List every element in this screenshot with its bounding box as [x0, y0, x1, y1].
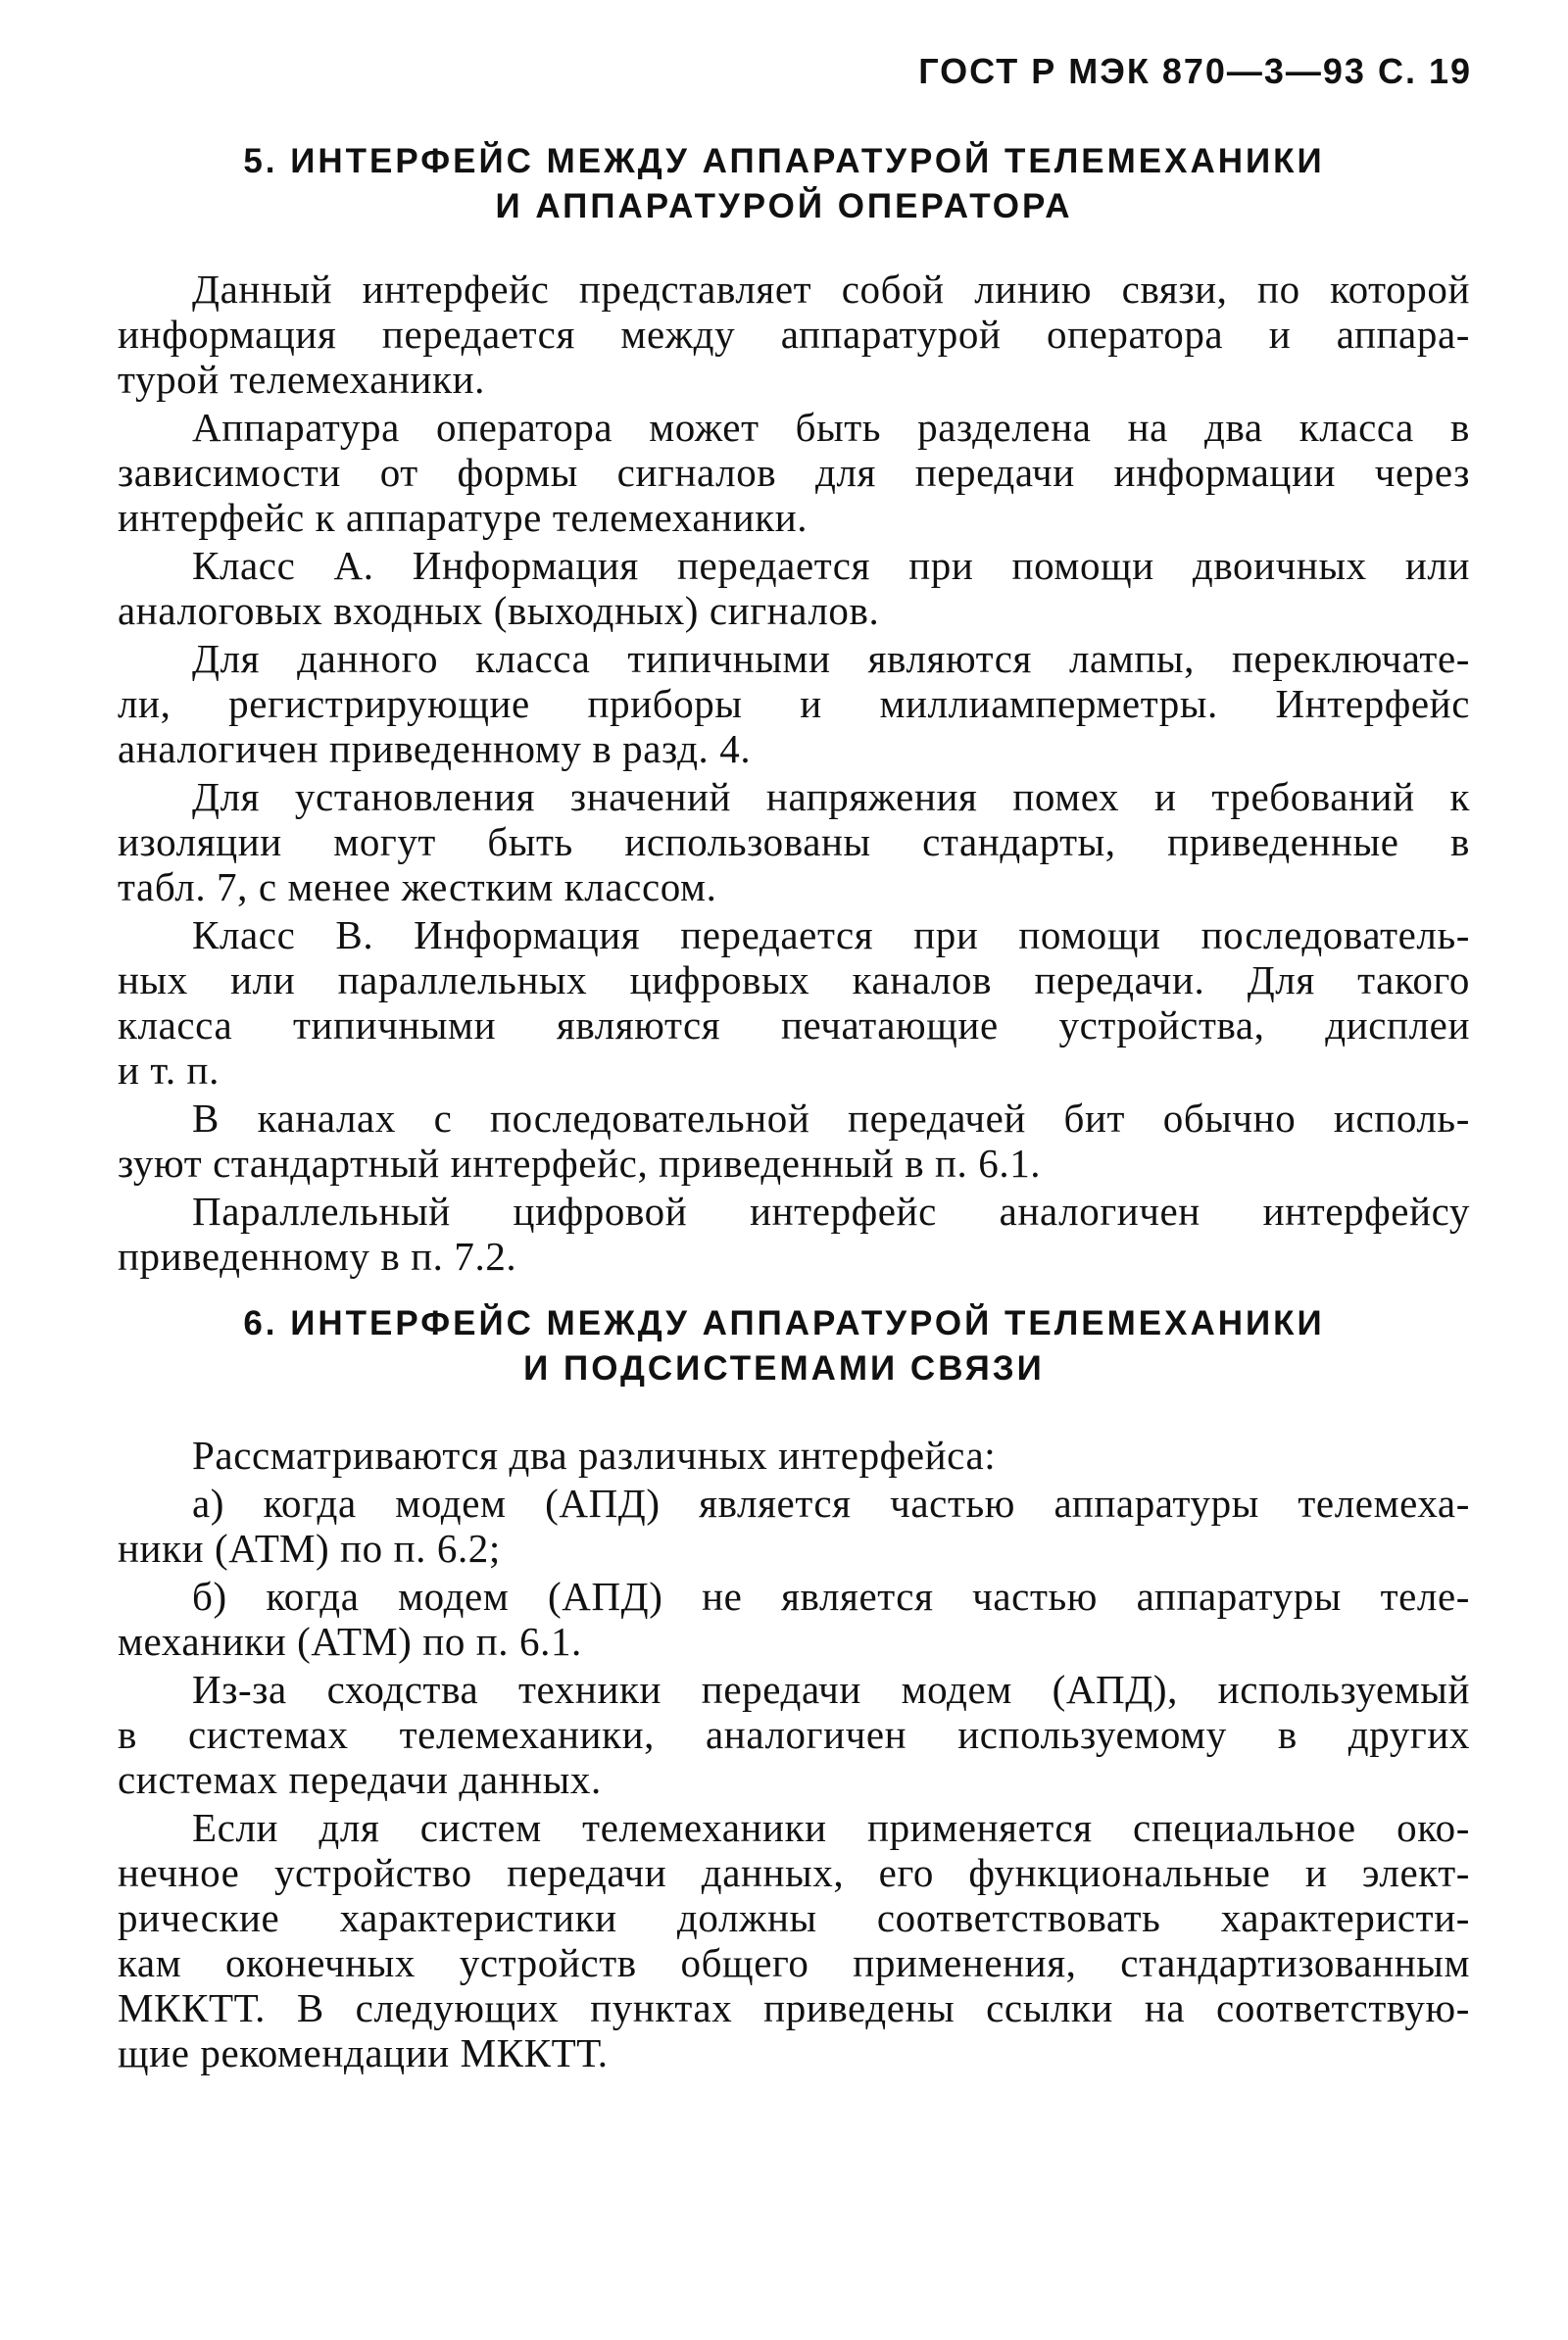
text-line: аналогичен приведенному в разд. 4. [118, 726, 752, 771]
paragraph [118, 1805, 1470, 2075]
text-line: Данный интерфейс представляет собой линию связи, по которой [192, 267, 1470, 312]
text-line: б) когда модем (АПД) не является частью аппаратуры теле- [192, 1574, 1470, 1619]
text-line: ники (АТМ) по п. 6.2; [118, 1526, 501, 1571]
text-line: приведенному в п. 7.2. [118, 1234, 517, 1279]
text-line: и т. п. [118, 1048, 220, 1093]
text-line: Класс А. Информация передается при помощи двоичных или [192, 543, 1470, 588]
text-line: Рассматриваются два различных интерфейса: [192, 1433, 997, 1478]
text-line: ных или параллельных цифровых каналов передачи. Для такого [118, 957, 1470, 1002]
paragraph [118, 636, 1470, 771]
paragraph [118, 1574, 1470, 1664]
paragraph [118, 1667, 1470, 1802]
paragraph [118, 405, 1470, 540]
text-line: аналоговых входных (выходных) сигналов. [118, 588, 880, 633]
text-line: в системах телемеханики, аналогичен используемому в других [118, 1712, 1470, 1757]
text-line: табл. 7, с менее жестким классом. [118, 864, 717, 909]
section-6-title-line: 6. ИНТЕРФЕЙС МЕЖДУ АППАРАТУРОЙ ТЕЛЕМЕХАНИКИ [243, 1304, 1325, 1342]
section-5-title-line: 5. ИНТЕРФЕЙС МЕЖДУ АППАРАТУРОЙ ТЕЛЕМЕХАНИКИ [243, 142, 1325, 180]
paragraph [118, 1481, 1470, 1571]
section-5-body [118, 267, 1470, 1282]
paragraph [118, 543, 1470, 633]
paragraph [118, 1096, 1470, 1186]
text-line: Из-за сходства техники передачи модем (АПД), используемый [192, 1667, 1470, 1712]
text-line: Если для систем телемеханики применяется специальное око- [192, 1805, 1470, 1850]
section-5-title [0, 139, 1568, 229]
text-line: системах передачи данных. [118, 1757, 602, 1802]
paragraph [118, 267, 1470, 402]
text-line: МККТТ. В следующих пунктах приведены ссылки на соответствую- [118, 1985, 1470, 2030]
running-header: ГОСТ Р МЭК 870—3—93 С. 19 [918, 51, 1472, 91]
text-line: Параллельный цифровой интерфейс аналогичен интерфейсу [192, 1189, 1470, 1234]
section-6-title-line: И ПОДСИСТЕМАМИ СВЯЗИ [523, 1349, 1045, 1388]
text-line: класса типичными являются печатающие устройства, дисплеи [118, 1002, 1470, 1048]
text-line: нечное устройство передачи данных, его функциональные и элект- [118, 1850, 1470, 1895]
text-line: Аппаратура оператора может быть разделена на два класса в [192, 405, 1470, 450]
section-5-title-line: И АППАРАТУРОЙ ОПЕРАТОРА [495, 187, 1073, 225]
text-line: а) когда модем (АПД) является частью аппаратуры телемеха- [192, 1481, 1470, 1526]
text-line: турой телемеханики. [118, 357, 485, 402]
text-line: информация передается между аппаратурой оператора и аппара- [118, 312, 1470, 357]
paragraph [118, 774, 1470, 909]
text-line: Для данного класса типичными являются лампы, переключате- [192, 636, 1470, 681]
text-line: кам оконечных устройств общего применения, стандартизованным [118, 1940, 1470, 1985]
paragraph [118, 1433, 1470, 1478]
text-line: В каналах с последовательной передачей бит обычно исполь- [192, 1096, 1470, 1141]
text-line: рические характеристики должны соответствовать характеристи- [118, 1895, 1470, 1940]
text-line: Для установления значений напряжения помех и требований к [192, 774, 1470, 819]
paragraph [118, 912, 1470, 1093]
paragraph [118, 1189, 1470, 1279]
text-line: зависимости от формы сигналов для передачи информации через [118, 450, 1470, 495]
text-line: ли, регистрирующие приборы и миллиамперметры. Интерфейс [118, 681, 1470, 726]
section-6-body [118, 1433, 1470, 2078]
section-6-title [0, 1301, 1568, 1391]
text-line: Класс В. Информация передается при помощи последователь- [192, 912, 1470, 957]
text-line: щие рекомендации МККТТ. [118, 2030, 609, 2075]
text-line: интерфейс к аппаратуре телемеханики. [118, 495, 808, 540]
text-line: изоляции могут быть использованы стандарты, приведенные в [118, 819, 1470, 864]
text-line: зуют стандартный интерфейс, приведенный в п. 6.1. [118, 1141, 1042, 1186]
text-line: механики (АТМ) по п. 6.1. [118, 1619, 582, 1664]
